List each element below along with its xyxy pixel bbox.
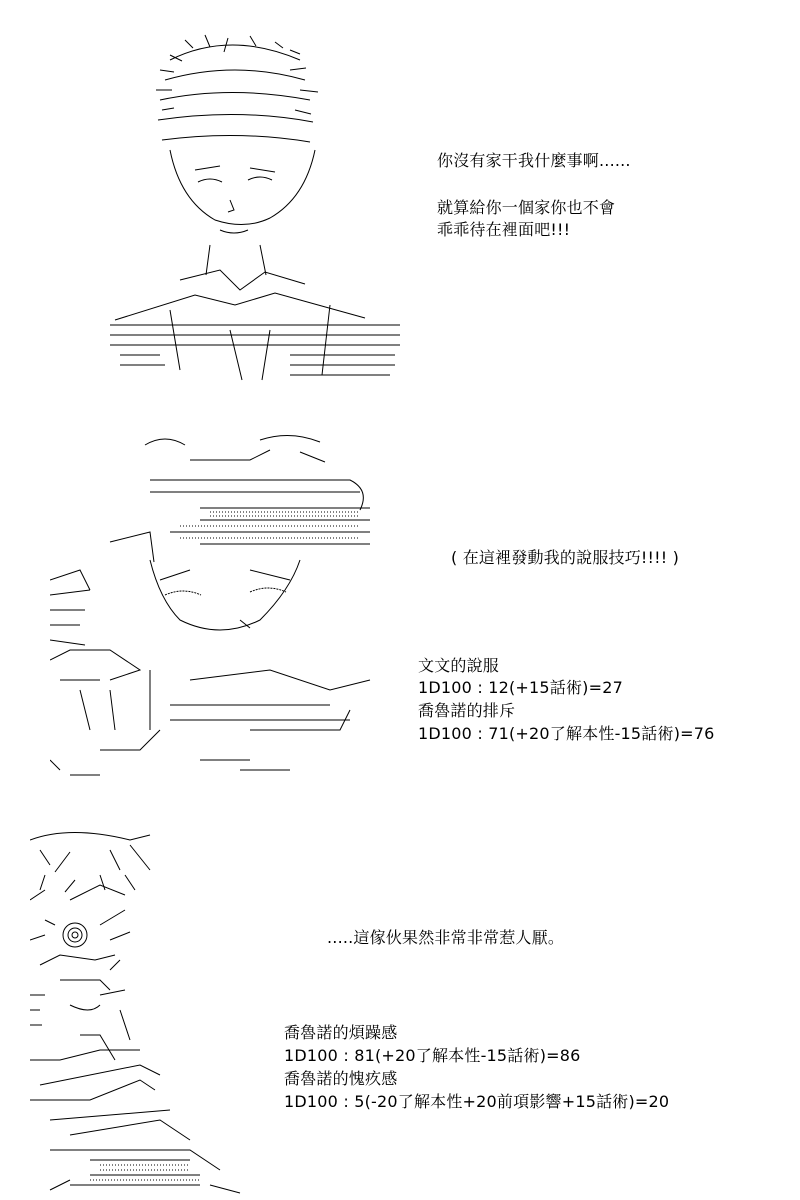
panel-2-roll-label-2: 喬魯諾的排斥 (418, 701, 516, 720)
panel-1 (0, 0, 800, 400)
panel-1-dialogue-line-3: 乖乖待在裡面吧!!! (437, 220, 571, 239)
panel-3-roll-label-2: 喬魯諾的愧疚感 (284, 1069, 398, 1088)
panel-2-roll-label-1: 文文的說服 (418, 656, 500, 675)
panel-3 (0, 825, 800, 1200)
ascii-art-character-3 (30, 830, 245, 1195)
panel-2-roll-result-1: 1D100 : 12(+15話術)=27 (418, 678, 623, 697)
panel-1-dialogue-line-2: 就算給你一個家你也不會 (437, 198, 616, 217)
panel-1-dialogue-line-1: 你沒有家干我什麼事啊...... (437, 151, 631, 170)
panel-3-roll-result-2: 1D100 : 5(-20了解本性+20前項影響+15話術)=20 (284, 1092, 670, 1111)
panel-3-roll-label-1: 喬魯諾的煩躁感 (284, 1023, 398, 1042)
ascii-art-character-1 (110, 30, 405, 390)
ascii-art-character-2 (50, 430, 385, 780)
panel-2 (0, 420, 800, 790)
panel-2-roll-result-2: 1D100 : 71(+20了解本性-15話術)=76 (418, 724, 715, 743)
panel-3-roll-result-1: 1D100 : 81(+20了解本性-15話術)=86 (284, 1046, 581, 1065)
panel-3-dialogue-line-1: .....這傢伙果然非常非常惹人厭。 (327, 928, 565, 947)
panel-2-dialogue-line-1: ( 在這裡發動我的說服技巧!!!! ) (451, 548, 680, 567)
